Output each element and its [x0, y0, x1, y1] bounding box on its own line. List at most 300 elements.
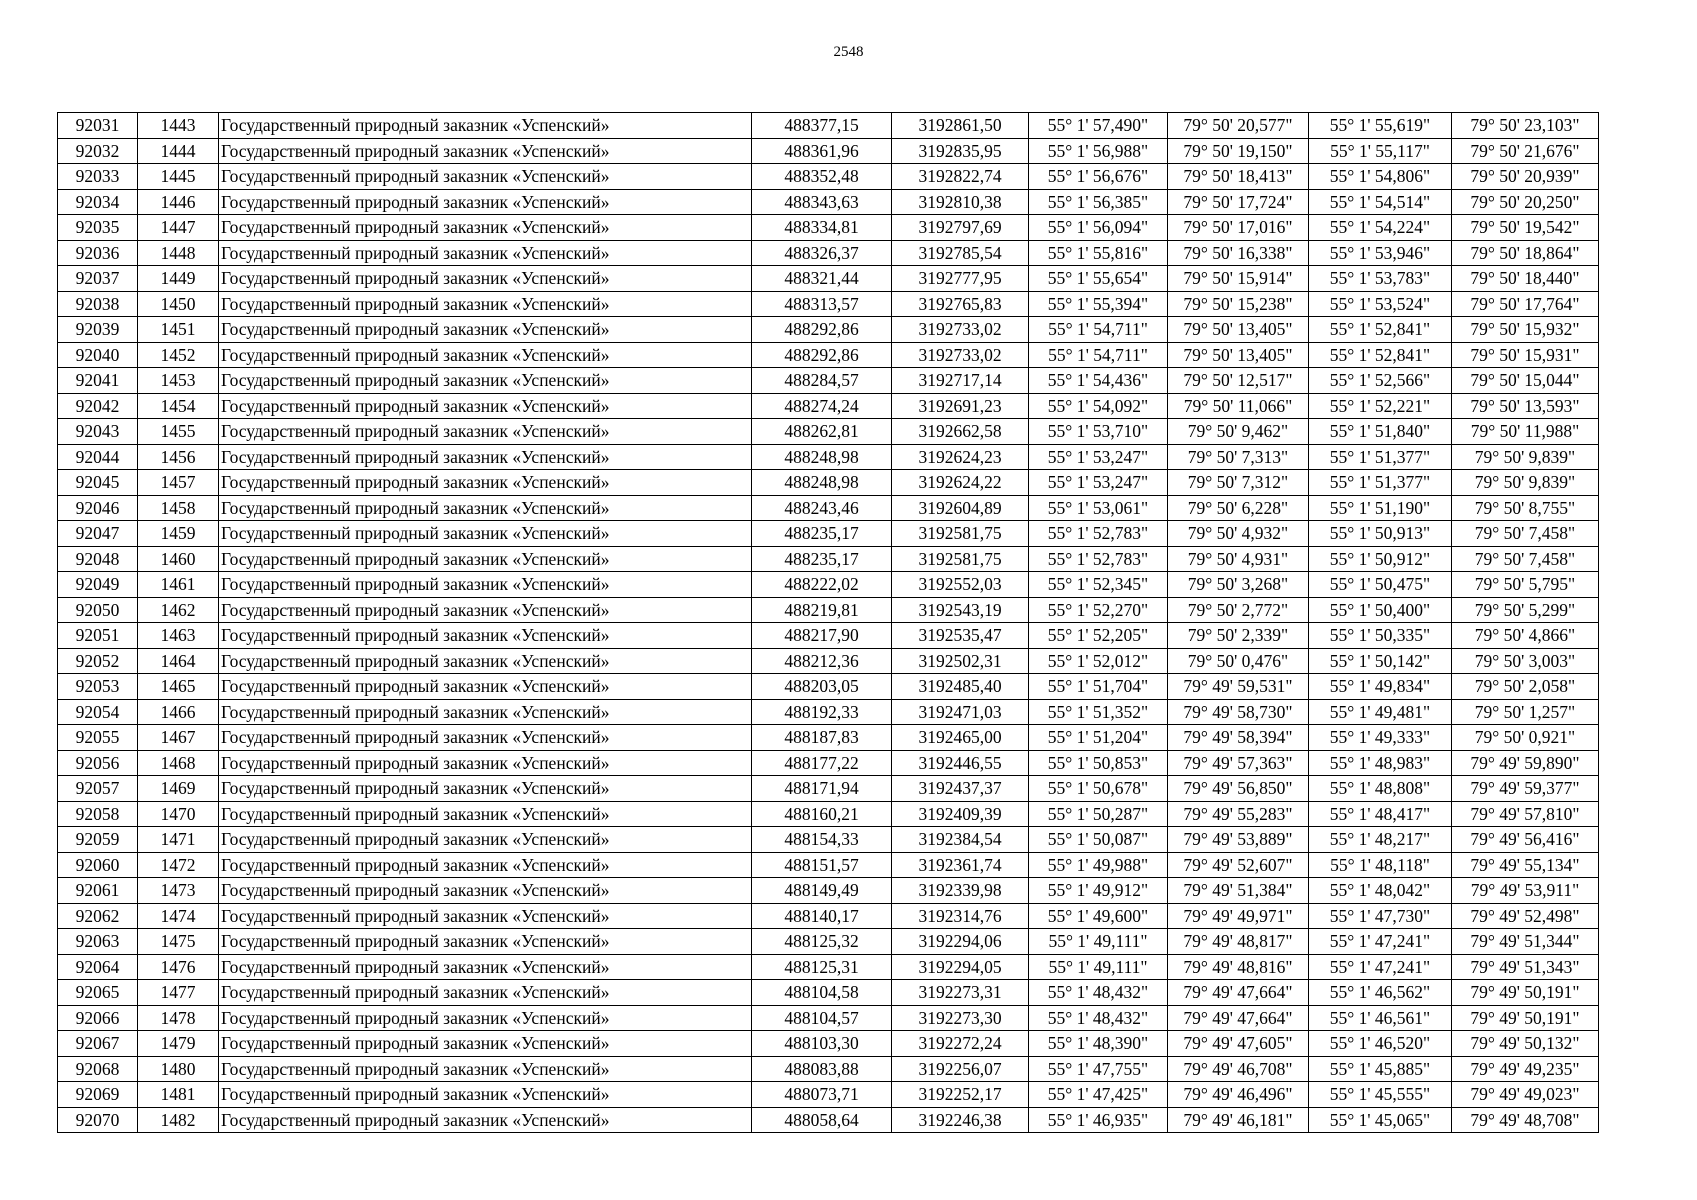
y-coordinate-cell: 3192384,54	[892, 827, 1029, 853]
table-row	[58, 189, 1599, 215]
point-number-cell: 1471	[138, 827, 219, 853]
y-coordinate-cell: 3192294,06	[892, 929, 1029, 955]
object-name-cell: Государственный природный заказник «Успенский»	[219, 1107, 752, 1133]
point-number-cell: 1467	[138, 725, 219, 751]
longitude-1-cell: 79° 49' 56,850"	[1168, 776, 1309, 802]
latitude-2-cell: 55° 1' 48,217"	[1309, 827, 1452, 853]
object-name-cell: Государственный природный заказник «Успенский»	[219, 470, 752, 496]
x-coordinate-cell: 488243,46	[752, 495, 892, 521]
latitude-1-cell: 55° 1' 50,087"	[1029, 827, 1168, 853]
x-coordinate-cell: 488140,17	[752, 903, 892, 929]
longitude-2-cell: 79° 49' 51,343"	[1452, 954, 1599, 980]
point-number-cell: 1449	[138, 266, 219, 292]
table-row	[58, 266, 1599, 292]
x-coordinate-cell: 488103,30	[752, 1031, 892, 1057]
row-id-cell: 92063	[58, 929, 138, 955]
object-name-cell: Государственный природный заказник «Успенский»	[219, 878, 752, 904]
longitude-1-cell: 79° 50' 15,914"	[1168, 266, 1309, 292]
latitude-1-cell: 55° 1' 56,676"	[1029, 164, 1168, 190]
row-id-cell: 92059	[58, 827, 138, 853]
latitude-1-cell: 55° 1' 56,988"	[1029, 138, 1168, 164]
longitude-2-cell: 79° 49' 56,416"	[1452, 827, 1599, 853]
latitude-2-cell: 55° 1' 54,806"	[1309, 164, 1452, 190]
point-number-cell: 1453	[138, 368, 219, 394]
longitude-1-cell: 79° 50' 4,931"	[1168, 546, 1309, 572]
latitude-2-cell: 55° 1' 53,524"	[1309, 291, 1452, 317]
latitude-2-cell: 55° 1' 48,417"	[1309, 801, 1452, 827]
latitude-2-cell: 55° 1' 49,481"	[1309, 699, 1452, 725]
row-id-cell: 92041	[58, 368, 138, 394]
point-number-cell: 1469	[138, 776, 219, 802]
longitude-2-cell: 79° 50' 7,458"	[1452, 546, 1599, 572]
y-coordinate-cell: 3192446,55	[892, 750, 1029, 776]
x-coordinate-cell: 488073,71	[752, 1082, 892, 1108]
x-coordinate-cell: 488292,86	[752, 317, 892, 343]
x-coordinate-cell: 488149,49	[752, 878, 892, 904]
row-id-cell: 92048	[58, 546, 138, 572]
x-coordinate-cell: 488284,57	[752, 368, 892, 394]
x-coordinate-cell: 488313,57	[752, 291, 892, 317]
longitude-2-cell: 79° 49' 51,344"	[1452, 929, 1599, 955]
y-coordinate-cell: 3192361,74	[892, 852, 1029, 878]
latitude-1-cell: 55° 1' 48,390"	[1029, 1031, 1168, 1057]
longitude-1-cell: 79° 50' 7,313"	[1168, 444, 1309, 470]
longitude-1-cell: 79° 49' 49,971"	[1168, 903, 1309, 929]
table-row	[58, 623, 1599, 649]
row-id-cell: 92032	[58, 138, 138, 164]
y-coordinate-cell: 3192552,03	[892, 572, 1029, 598]
row-id-cell: 92054	[58, 699, 138, 725]
row-id-cell: 92060	[58, 852, 138, 878]
object-name-cell: Государственный природный заказник «Успенский»	[219, 980, 752, 1006]
y-coordinate-cell: 3192294,05	[892, 954, 1029, 980]
longitude-2-cell: 79° 50' 20,939"	[1452, 164, 1599, 190]
longitude-2-cell: 79° 50' 15,932"	[1452, 317, 1599, 343]
object-name-cell: Государственный природный заказник «Успенский»	[219, 648, 752, 674]
y-coordinate-cell: 3192624,22	[892, 470, 1029, 496]
longitude-1-cell: 79° 49' 58,730"	[1168, 699, 1309, 725]
latitude-1-cell: 55° 1' 51,352"	[1029, 699, 1168, 725]
point-number-cell: 1470	[138, 801, 219, 827]
object-name-cell: Государственный природный заказник «Успенский»	[219, 801, 752, 827]
longitude-1-cell: 79° 49' 51,384"	[1168, 878, 1309, 904]
point-number-cell: 1478	[138, 1005, 219, 1031]
table-row	[58, 878, 1599, 904]
table-row	[58, 954, 1599, 980]
y-coordinate-cell: 3192777,95	[892, 266, 1029, 292]
y-coordinate-cell: 3192835,95	[892, 138, 1029, 164]
table-row	[58, 113, 1599, 139]
point-number-cell: 1476	[138, 954, 219, 980]
y-coordinate-cell: 3192437,37	[892, 776, 1029, 802]
object-name-cell: Государственный природный заказник «Успенский»	[219, 342, 752, 368]
longitude-1-cell: 79° 50' 20,577"	[1168, 113, 1309, 139]
table-row	[58, 164, 1599, 190]
latitude-2-cell: 55° 1' 50,335"	[1309, 623, 1452, 649]
row-id-cell: 92053	[58, 674, 138, 700]
table-row	[58, 648, 1599, 674]
longitude-2-cell: 79° 50' 7,458"	[1452, 521, 1599, 547]
latitude-2-cell: 55° 1' 47,730"	[1309, 903, 1452, 929]
x-coordinate-cell: 488192,33	[752, 699, 892, 725]
object-name-cell: Государственный природный заказник «Успенский»	[219, 164, 752, 190]
row-id-cell: 92037	[58, 266, 138, 292]
point-number-cell: 1461	[138, 572, 219, 598]
object-name-cell: Государственный природный заказник «Успенский»	[219, 419, 752, 445]
longitude-2-cell: 79° 50' 18,440"	[1452, 266, 1599, 292]
table-row	[58, 725, 1599, 751]
latitude-1-cell: 55° 1' 49,988"	[1029, 852, 1168, 878]
longitude-1-cell: 79° 50' 19,150"	[1168, 138, 1309, 164]
latitude-1-cell: 55° 1' 52,205"	[1029, 623, 1168, 649]
latitude-1-cell: 55° 1' 50,287"	[1029, 801, 1168, 827]
latitude-1-cell: 55° 1' 51,204"	[1029, 725, 1168, 751]
point-number-cell: 1479	[138, 1031, 219, 1057]
y-coordinate-cell: 3192502,31	[892, 648, 1029, 674]
point-number-cell: 1454	[138, 393, 219, 419]
table-row	[58, 215, 1599, 241]
longitude-1-cell: 79° 50' 16,338"	[1168, 240, 1309, 266]
row-id-cell: 92070	[58, 1107, 138, 1133]
latitude-2-cell: 55° 1' 50,912"	[1309, 546, 1452, 572]
latitude-2-cell: 55° 1' 45,555"	[1309, 1082, 1452, 1108]
row-id-cell: 92069	[58, 1082, 138, 1108]
latitude-1-cell: 55° 1' 54,711"	[1029, 342, 1168, 368]
table-row	[58, 776, 1599, 802]
latitude-2-cell: 55° 1' 50,475"	[1309, 572, 1452, 598]
table-row	[58, 750, 1599, 776]
y-coordinate-cell: 3192604,89	[892, 495, 1029, 521]
longitude-1-cell: 79° 49' 53,889"	[1168, 827, 1309, 853]
longitude-1-cell: 79° 49' 52,607"	[1168, 852, 1309, 878]
point-number-cell: 1463	[138, 623, 219, 649]
point-number-cell: 1465	[138, 674, 219, 700]
longitude-1-cell: 79° 50' 2,339"	[1168, 623, 1309, 649]
longitude-1-cell: 79° 50' 9,462"	[1168, 419, 1309, 445]
x-coordinate-cell: 488334,81	[752, 215, 892, 241]
latitude-2-cell: 55° 1' 49,834"	[1309, 674, 1452, 700]
table-row	[58, 342, 1599, 368]
object-name-cell: Государственный природный заказник «Успенский»	[219, 138, 752, 164]
longitude-1-cell: 79° 49' 57,363"	[1168, 750, 1309, 776]
latitude-1-cell: 55° 1' 47,425"	[1029, 1082, 1168, 1108]
latitude-1-cell: 55° 1' 54,436"	[1029, 368, 1168, 394]
row-id-cell: 92044	[58, 444, 138, 470]
latitude-2-cell: 55° 1' 48,118"	[1309, 852, 1452, 878]
latitude-1-cell: 55° 1' 55,816"	[1029, 240, 1168, 266]
latitude-2-cell: 55° 1' 47,241"	[1309, 929, 1452, 955]
point-number-cell: 1445	[138, 164, 219, 190]
point-number-cell: 1443	[138, 113, 219, 139]
longitude-2-cell: 79° 50' 9,839"	[1452, 444, 1599, 470]
y-coordinate-cell: 3192624,23	[892, 444, 1029, 470]
latitude-1-cell: 55° 1' 46,935"	[1029, 1107, 1168, 1133]
latitude-1-cell: 55° 1' 53,247"	[1029, 444, 1168, 470]
row-id-cell: 92038	[58, 291, 138, 317]
longitude-2-cell: 79° 49' 59,377"	[1452, 776, 1599, 802]
y-coordinate-cell: 3192733,02	[892, 317, 1029, 343]
object-name-cell: Государственный природный заказник «Успенский»	[219, 903, 752, 929]
longitude-2-cell: 79° 49' 48,708"	[1452, 1107, 1599, 1133]
latitude-1-cell: 55° 1' 55,394"	[1029, 291, 1168, 317]
x-coordinate-cell: 488248,98	[752, 444, 892, 470]
object-name-cell: Государственный природный заказник «Успенский»	[219, 699, 752, 725]
x-coordinate-cell: 488217,90	[752, 623, 892, 649]
latitude-1-cell: 55° 1' 55,654"	[1029, 266, 1168, 292]
object-name-cell: Государственный природный заказник «Успенский»	[219, 572, 752, 598]
latitude-2-cell: 55° 1' 51,840"	[1309, 419, 1452, 445]
y-coordinate-cell: 3192273,30	[892, 1005, 1029, 1031]
latitude-1-cell: 55° 1' 53,061"	[1029, 495, 1168, 521]
object-name-cell: Государственный природный заказник «Успенский»	[219, 113, 752, 139]
object-name-cell: Государственный природный заказник «Успенский»	[219, 1056, 752, 1082]
y-coordinate-cell: 3192252,17	[892, 1082, 1029, 1108]
row-id-cell: 92067	[58, 1031, 138, 1057]
x-coordinate-cell: 488212,36	[752, 648, 892, 674]
longitude-1-cell: 79° 50' 11,066"	[1168, 393, 1309, 419]
latitude-1-cell: 55° 1' 48,432"	[1029, 1005, 1168, 1031]
longitude-1-cell: 79° 49' 48,817"	[1168, 929, 1309, 955]
latitude-1-cell: 55° 1' 53,247"	[1029, 470, 1168, 496]
latitude-1-cell: 55° 1' 54,092"	[1029, 393, 1168, 419]
longitude-1-cell: 79° 50' 4,932"	[1168, 521, 1309, 547]
longitude-1-cell: 79° 49' 47,664"	[1168, 980, 1309, 1006]
x-coordinate-cell: 488219,81	[752, 597, 892, 623]
x-coordinate-cell: 488321,44	[752, 266, 892, 292]
object-name-cell: Государственный природный заказник «Успенский»	[219, 776, 752, 802]
x-coordinate-cell: 488248,98	[752, 470, 892, 496]
longitude-2-cell: 79° 50' 11,988"	[1452, 419, 1599, 445]
x-coordinate-cell: 488160,21	[752, 801, 892, 827]
point-number-cell: 1451	[138, 317, 219, 343]
table-row	[58, 1107, 1599, 1133]
longitude-2-cell: 79° 50' 13,593"	[1452, 393, 1599, 419]
longitude-1-cell: 79° 49' 46,708"	[1168, 1056, 1309, 1082]
longitude-2-cell: 79° 50' 19,542"	[1452, 215, 1599, 241]
x-coordinate-cell: 488361,96	[752, 138, 892, 164]
longitude-1-cell: 79° 50' 17,016"	[1168, 215, 1309, 241]
latitude-2-cell: 55° 1' 46,562"	[1309, 980, 1452, 1006]
latitude-2-cell: 55° 1' 46,561"	[1309, 1005, 1452, 1031]
row-id-cell: 92061	[58, 878, 138, 904]
latitude-2-cell: 55° 1' 53,946"	[1309, 240, 1452, 266]
x-coordinate-cell: 488154,33	[752, 827, 892, 853]
object-name-cell: Государственный природный заказник «Успенский»	[219, 266, 752, 292]
longitude-2-cell: 79° 49' 49,235"	[1452, 1056, 1599, 1082]
latitude-2-cell: 55° 1' 55,619"	[1309, 113, 1452, 139]
table-row	[58, 929, 1599, 955]
x-coordinate-cell: 488058,64	[752, 1107, 892, 1133]
row-id-cell: 92055	[58, 725, 138, 751]
latitude-2-cell: 55° 1' 54,514"	[1309, 189, 1452, 215]
longitude-2-cell: 79° 50' 23,103"	[1452, 113, 1599, 139]
row-id-cell: 92033	[58, 164, 138, 190]
point-number-cell: 1473	[138, 878, 219, 904]
coordinates-table	[57, 112, 1599, 1133]
table-row	[58, 903, 1599, 929]
x-coordinate-cell: 488187,83	[752, 725, 892, 751]
x-coordinate-cell: 488083,88	[752, 1056, 892, 1082]
y-coordinate-cell: 3192733,02	[892, 342, 1029, 368]
table-row	[58, 980, 1599, 1006]
object-name-cell: Государственный природный заказник «Успенский»	[219, 215, 752, 241]
latitude-2-cell: 55° 1' 45,885"	[1309, 1056, 1452, 1082]
y-coordinate-cell: 3192273,31	[892, 980, 1029, 1006]
point-number-cell: 1455	[138, 419, 219, 445]
point-number-cell: 1444	[138, 138, 219, 164]
table-row	[58, 138, 1599, 164]
x-coordinate-cell: 488377,15	[752, 113, 892, 139]
table-body	[58, 113, 1599, 1133]
point-number-cell: 1475	[138, 929, 219, 955]
row-id-cell: 92035	[58, 215, 138, 241]
object-name-cell: Государственный природный заказник «Успенский»	[219, 495, 752, 521]
longitude-2-cell: 79° 49' 53,911"	[1452, 878, 1599, 904]
point-number-cell: 1481	[138, 1082, 219, 1108]
row-id-cell: 92068	[58, 1056, 138, 1082]
longitude-1-cell: 79° 50' 3,268"	[1168, 572, 1309, 598]
y-coordinate-cell: 3192785,54	[892, 240, 1029, 266]
point-number-cell: 1458	[138, 495, 219, 521]
object-name-cell: Государственный природный заказник «Успенский»	[219, 393, 752, 419]
longitude-1-cell: 79° 50' 17,724"	[1168, 189, 1309, 215]
latitude-2-cell: 55° 1' 46,520"	[1309, 1031, 1452, 1057]
x-coordinate-cell: 488235,17	[752, 521, 892, 547]
table-row	[58, 240, 1599, 266]
latitude-2-cell: 55° 1' 50,913"	[1309, 521, 1452, 547]
object-name-cell: Государственный природный заказник «Успенский»	[219, 1005, 752, 1031]
longitude-1-cell: 79° 49' 59,531"	[1168, 674, 1309, 700]
x-coordinate-cell: 488171,94	[752, 776, 892, 802]
x-coordinate-cell: 488125,32	[752, 929, 892, 955]
latitude-2-cell: 55° 1' 48,983"	[1309, 750, 1452, 776]
row-id-cell: 92046	[58, 495, 138, 521]
longitude-2-cell: 79° 50' 4,866"	[1452, 623, 1599, 649]
y-coordinate-cell: 3192810,38	[892, 189, 1029, 215]
point-number-cell: 1480	[138, 1056, 219, 1082]
y-coordinate-cell: 3192691,23	[892, 393, 1029, 419]
longitude-2-cell: 79° 50' 0,921"	[1452, 725, 1599, 751]
x-coordinate-cell: 488235,17	[752, 546, 892, 572]
table-row	[58, 572, 1599, 598]
y-coordinate-cell: 3192314,76	[892, 903, 1029, 929]
point-number-cell: 1462	[138, 597, 219, 623]
object-name-cell: Государственный природный заказник «Успенский»	[219, 291, 752, 317]
object-name-cell: Государственный природный заказник «Успенский»	[219, 929, 752, 955]
y-coordinate-cell: 3192339,98	[892, 878, 1029, 904]
y-coordinate-cell: 3192581,75	[892, 521, 1029, 547]
y-coordinate-cell: 3192765,83	[892, 291, 1029, 317]
longitude-2-cell: 79° 50' 3,003"	[1452, 648, 1599, 674]
latitude-1-cell: 55° 1' 52,783"	[1029, 521, 1168, 547]
x-coordinate-cell: 488151,57	[752, 852, 892, 878]
point-number-cell: 1456	[138, 444, 219, 470]
longitude-1-cell: 79° 49' 46,496"	[1168, 1082, 1309, 1108]
latitude-1-cell: 55° 1' 49,600"	[1029, 903, 1168, 929]
latitude-2-cell: 55° 1' 53,783"	[1309, 266, 1452, 292]
point-number-cell: 1448	[138, 240, 219, 266]
object-name-cell: Государственный природный заказник «Успенский»	[219, 827, 752, 853]
y-coordinate-cell: 3192797,69	[892, 215, 1029, 241]
object-name-cell: Государственный природный заказник «Успенский»	[219, 189, 752, 215]
x-coordinate-cell: 488104,58	[752, 980, 892, 1006]
x-coordinate-cell: 488262,81	[752, 419, 892, 445]
y-coordinate-cell: 3192543,19	[892, 597, 1029, 623]
latitude-1-cell: 55° 1' 49,111"	[1029, 954, 1168, 980]
row-id-cell: 92050	[58, 597, 138, 623]
y-coordinate-cell: 3192822,74	[892, 164, 1029, 190]
row-id-cell: 92051	[58, 623, 138, 649]
y-coordinate-cell: 3192861,50	[892, 113, 1029, 139]
longitude-1-cell: 79° 49' 55,283"	[1168, 801, 1309, 827]
y-coordinate-cell: 3192272,24	[892, 1031, 1029, 1057]
point-number-cell: 1482	[138, 1107, 219, 1133]
table-row	[58, 495, 1599, 521]
x-coordinate-cell: 488177,22	[752, 750, 892, 776]
table-row	[58, 1056, 1599, 1082]
latitude-1-cell: 55° 1' 53,710"	[1029, 419, 1168, 445]
y-coordinate-cell: 3192535,47	[892, 623, 1029, 649]
object-name-cell: Государственный природный заказник «Успенский»	[219, 674, 752, 700]
point-number-cell: 1466	[138, 699, 219, 725]
longitude-2-cell: 79° 50' 15,044"	[1452, 368, 1599, 394]
latitude-2-cell: 55° 1' 48,808"	[1309, 776, 1452, 802]
row-id-cell: 92042	[58, 393, 138, 419]
table-row	[58, 699, 1599, 725]
object-name-cell: Государственный природный заказник «Успенский»	[219, 521, 752, 547]
y-coordinate-cell: 3192581,75	[892, 546, 1029, 572]
y-coordinate-cell: 3192662,58	[892, 419, 1029, 445]
table-row	[58, 368, 1599, 394]
longitude-2-cell: 79° 49' 49,023"	[1452, 1082, 1599, 1108]
row-id-cell: 92040	[58, 342, 138, 368]
row-id-cell: 92056	[58, 750, 138, 776]
longitude-2-cell: 79° 49' 50,132"	[1452, 1031, 1599, 1057]
object-name-cell: Государственный природный заказник «Успенский»	[219, 954, 752, 980]
longitude-2-cell: 79° 49' 52,498"	[1452, 903, 1599, 929]
y-coordinate-cell: 3192471,03	[892, 699, 1029, 725]
object-name-cell: Государственный природный заказник «Успенский»	[219, 1031, 752, 1057]
latitude-2-cell: 55° 1' 52,566"	[1309, 368, 1452, 394]
point-number-cell: 1464	[138, 648, 219, 674]
x-coordinate-cell: 488292,86	[752, 342, 892, 368]
table-row	[58, 317, 1599, 343]
row-id-cell: 92057	[58, 776, 138, 802]
latitude-1-cell: 55° 1' 49,912"	[1029, 878, 1168, 904]
table-row	[58, 597, 1599, 623]
latitude-2-cell: 55° 1' 50,400"	[1309, 597, 1452, 623]
longitude-1-cell: 79° 49' 58,394"	[1168, 725, 1309, 751]
row-id-cell: 92066	[58, 1005, 138, 1031]
point-number-cell: 1472	[138, 852, 219, 878]
table-row	[58, 291, 1599, 317]
table-row	[58, 1082, 1599, 1108]
latitude-1-cell: 55° 1' 50,678"	[1029, 776, 1168, 802]
x-coordinate-cell: 488203,05	[752, 674, 892, 700]
x-coordinate-cell: 488352,48	[752, 164, 892, 190]
latitude-1-cell: 55° 1' 56,094"	[1029, 215, 1168, 241]
longitude-1-cell: 79° 49' 46,181"	[1168, 1107, 1309, 1133]
x-coordinate-cell: 488274,24	[752, 393, 892, 419]
point-number-cell: 1477	[138, 980, 219, 1006]
object-name-cell: Государственный природный заказник «Успенский»	[219, 546, 752, 572]
point-number-cell: 1457	[138, 470, 219, 496]
longitude-1-cell: 79° 50' 2,772"	[1168, 597, 1309, 623]
row-id-cell: 92031	[58, 113, 138, 139]
table-row	[58, 521, 1599, 547]
latitude-1-cell: 55° 1' 56,385"	[1029, 189, 1168, 215]
object-name-cell: Государственный природный заказник «Успенский»	[219, 597, 752, 623]
